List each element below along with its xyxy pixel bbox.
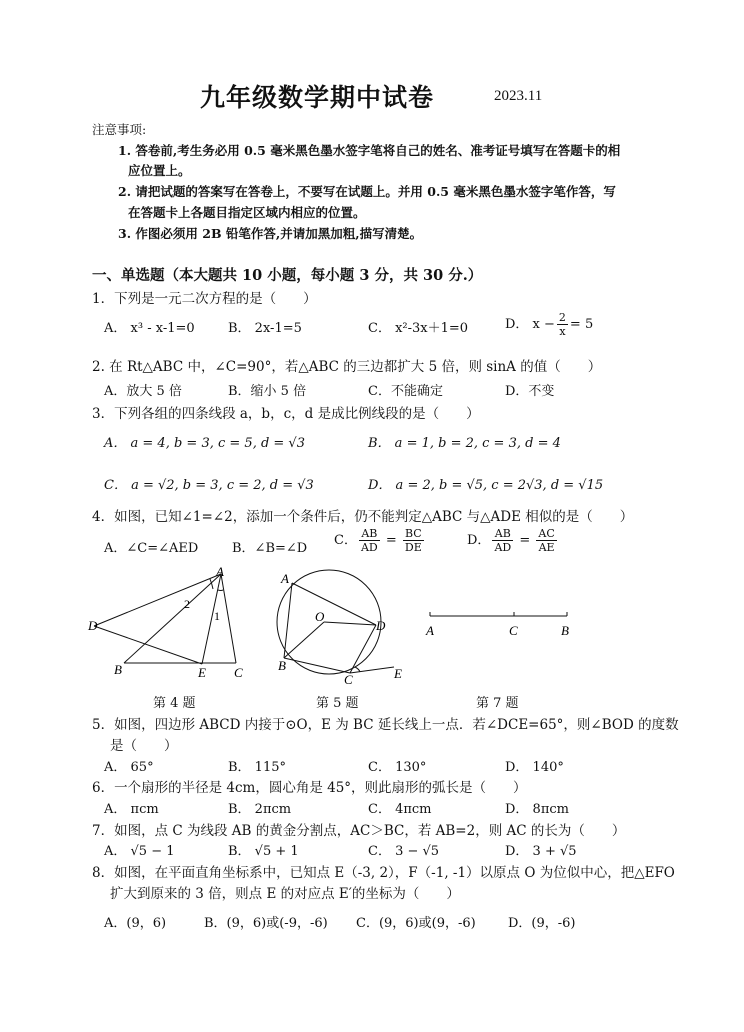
label-b: B — [278, 658, 286, 673]
option-b: B．缩小 5 倍 — [228, 384, 307, 399]
segment-bo — [284, 622, 324, 658]
segment-od — [324, 622, 376, 625]
page-title: 九年级数学期中试卷 — [200, 83, 435, 112]
option-a: A． πcm — [104, 802, 159, 817]
label-d: D — [376, 618, 386, 633]
label-d: D — [88, 618, 98, 633]
option-b: B． √5 + 1 — [228, 844, 299, 859]
notice-item: 3. 作图必须用 2B 铅笔作答,并请加黑加粗,描写清楚。 — [118, 226, 423, 241]
option-c: C．(9，6)或(9，-6) — [356, 916, 476, 931]
angle-dce-arc — [355, 667, 360, 672]
label-angle-2: 2 — [184, 597, 190, 611]
label-a: A — [281, 571, 289, 586]
option-c: C．不能确定 — [368, 384, 443, 399]
question-stem: 7．如图，点 C 为线段 AB 的黄金分割点，AC＞BC，若 AB=2，则 AC 的长为（ ） — [92, 823, 626, 839]
notice-item: 应位置上。 — [128, 163, 191, 178]
option-c: C． x²-3x＋1=0 — [368, 321, 469, 336]
segment-bc — [284, 658, 350, 673]
option-a: A．∠C=∠AED — [104, 541, 199, 556]
option-a: A． √5 − 1 — [104, 844, 175, 859]
label-c: C — [344, 672, 353, 686]
question-stem: 8．如图，在平面直角坐标系中，已知点 E（-3, 2），F（-1, -1）以原点 O 为位似中心，把△EFO — [92, 865, 675, 881]
figure-7-caption: 第 7 题 — [476, 696, 519, 711]
question-stem-cont: 是（ ） — [110, 738, 178, 754]
label-e: E — [394, 666, 402, 681]
figure-4-diagram — [84, 566, 254, 686]
option-d: D．不变 — [505, 384, 555, 399]
option-a: A． a = 4, b = 3, c = 5, d = √3 — [104, 436, 305, 451]
question-stem: 6．一个扇形的半径是 4cm，圆心角是 45°，则此扇形的弧长是（ ） — [92, 780, 527, 796]
label-b: B — [114, 662, 122, 677]
option-d: D． x − $\frac{2}{x}$ = 5 — [505, 311, 594, 338]
segment-ac — [221, 574, 236, 663]
option-b: B． a = 1, b = 2, c = 3, d = 4 — [368, 436, 561, 451]
exam-date: 2023.11 — [494, 88, 543, 104]
option-d: D．(9，-6) — [508, 916, 576, 931]
segment-ab — [124, 574, 221, 663]
segment-ad — [94, 574, 221, 626]
question-stem: 2. 在 Rt△ABC 中，∠C=90°，若△ABC 的三边都扩大 5 倍，则 sinA 的值（ ） — [92, 359, 602, 375]
label-c: C — [234, 665, 243, 680]
segment-cd — [350, 625, 376, 673]
option-c: C． 130° — [368, 760, 427, 775]
option-c: C． 4πcm — [368, 802, 432, 817]
question-stem: 4．如图，已知∠1=∠2，添加一个条件后，仍不能判定△ABC 与△ADE 相似的是（ ） — [92, 509, 634, 525]
option-d: D． a = 2, b = √5, c = 2√3, d = √15 — [368, 478, 604, 493]
option-b: B． 2x-1=5 — [228, 321, 302, 336]
question-stem-cont: 扩大到原来的 3 倍，则点 E 的对应点 E′的坐标为（ ） — [110, 886, 460, 902]
question-stem: 3．下列各组的四条线段 a，b，c，d 是成比例线段的是（ ） — [92, 406, 480, 422]
label-b: B — [561, 623, 569, 638]
option-d: D． 3 + √5 — [505, 844, 577, 859]
option-d: D． $\frac{AB}{AD}$ = $\frac{AC}{AE}$ — [467, 527, 555, 554]
figure-5-caption: 第 5 题 — [316, 696, 359, 711]
figure-4-caption: 第 4 题 — [153, 696, 196, 711]
notice-item: 在答题卡上各题目指定区域内相应的位置。 — [128, 205, 366, 220]
option-d: D． 140° — [505, 760, 564, 775]
angle-1-arc — [218, 590, 223, 591]
option-b: B．∠B=∠D — [232, 541, 308, 556]
option-b: B．(9，6)或(-9，-6) — [204, 916, 328, 931]
option-c: C． 3 − √5 — [368, 844, 440, 859]
segment-ad — [292, 583, 376, 625]
segment-de — [94, 626, 202, 664]
option-a: A．放大 5 倍 — [104, 384, 182, 399]
option-d: D． 8πcm — [505, 802, 569, 817]
section-heading: 一、单选题（本大题共 10 小题，每小题 3 分，共 30 分.） — [92, 267, 483, 284]
label-angle-1: 1 — [214, 609, 220, 623]
option-b: B． 2πcm — [228, 802, 292, 817]
notice-item: 1. 答卷前,考生务必用 0.5 毫米黑色墨水签字笔将自己的姓名、准考证号填写在答题卡的相 — [118, 143, 621, 158]
label-c: C — [509, 623, 518, 638]
figure-7-diagram — [420, 606, 580, 646]
option-a: A． 65° — [104, 760, 154, 775]
question-stem: 1．下列是一元二次方程的是（ ） — [92, 291, 317, 307]
label-a: A — [426, 623, 434, 638]
option-a: A． x³ - x-1=0 — [104, 321, 195, 336]
label-e: E — [198, 665, 206, 680]
notice-item: 2. 请把试题的答案写在答卷上，不要写在试题上。并用 0.5 毫米黑色墨水签字笔作答，写 — [118, 184, 616, 199]
question-stem: 5．如图，四边形 ABCD 内接于⊙O，E 为 BC 延长线上一点．若∠DCE=65°，则∠BOD 的度数 — [92, 717, 679, 733]
option-c: C． a = √2, b = 3, c = 2, d = √3 — [104, 478, 314, 493]
label-o: O — [315, 609, 325, 624]
figure-5-diagram — [270, 566, 420, 686]
option-c: C． $\frac{AB}{AD}$ = $\frac{BC}{DE}$ — [334, 527, 422, 554]
label-a: A — [216, 566, 224, 579]
notice-heading: 注意事项: — [92, 122, 147, 137]
option-a: A．(9，6) — [104, 916, 167, 931]
option-b: B． 115° — [228, 760, 286, 775]
